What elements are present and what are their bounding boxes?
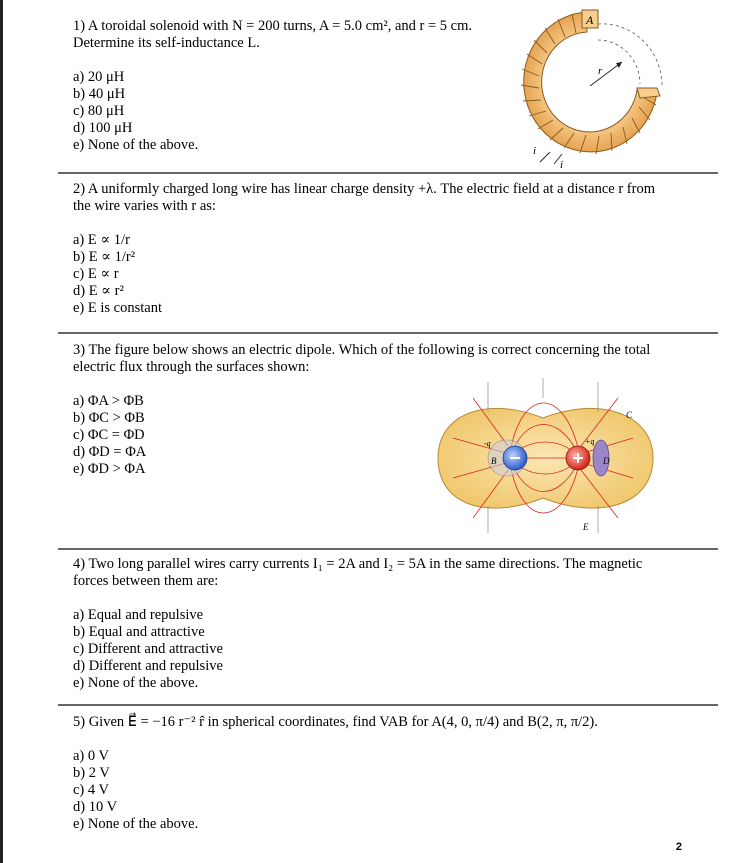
option: d) Different and repulsive [73, 658, 223, 674]
option: a) 20 μH [73, 69, 125, 85]
toroid-radius-label: r [598, 65, 603, 77]
option: b) 40 μH [73, 86, 126, 102]
option: a) ΦA > ΦB [73, 393, 144, 409]
option: c) E ∝ r [73, 266, 119, 282]
question-4-stem-line-1: 4) Two long parallel wires carry currents I₁ = 2A and I₂ = 5A in the same directions. The magnetic [73, 556, 643, 572]
option: c) 4 V [73, 782, 109, 798]
page-left-border [0, 0, 3, 863]
surface-d-label: D [603, 456, 610, 466]
option: c) ΦC = ΦD [73, 427, 145, 443]
question-4-stem [73, 556, 673, 590]
option: d) 100 μH [73, 120, 133, 136]
surface-c-label: C [626, 410, 633, 420]
toroid-current-label-1: i [533, 145, 537, 157]
question-2 [73, 181, 673, 317]
field-label: E [583, 522, 589, 532]
question-2-stem-line-1: 2) A uniformly charged long wire has linear charge density +λ. The electric field at a distance r from [73, 181, 655, 197]
option: e) ΦD > ΦA [73, 461, 146, 477]
surface-b-label: B [491, 456, 497, 466]
question-2-options [73, 232, 673, 317]
question-2-stem [73, 181, 673, 215]
divider [58, 704, 718, 706]
positive-charge-label: +q [585, 437, 595, 446]
question-4-options [73, 607, 673, 692]
option: d) 10 V [73, 799, 118, 815]
negative-charge-label: -q [484, 439, 491, 448]
divider [58, 332, 718, 334]
option: b) E ∝ 1/r² [73, 249, 136, 265]
option: e) None of the above. [73, 816, 199, 832]
question-1-stem-line-1: 1) A toroidal solenoid with N = 200 turns, A = 5.0 cm², and r = 5 cm. [73, 18, 473, 34]
option: e) E is constant [73, 300, 162, 316]
toroid-area-label: A [586, 13, 594, 27]
question-3-stem-line-1: 3) The figure below shows an electric dipole. Which of the following is correct concerning the total [73, 342, 651, 358]
question-3-stem-line-2: electric flux through the surfaces shown: [73, 359, 310, 375]
question-4 [73, 556, 673, 692]
option: c) 80 μH [73, 103, 125, 119]
question-2-stem-line-2: the wire varies with r as: [73, 198, 216, 214]
option: b) ΦC > ΦB [73, 410, 145, 426]
option: e) None of the above. [73, 675, 199, 691]
question-1-stem-line-2: Determine its self-inductance L. [73, 35, 260, 51]
question-5-options [73, 748, 673, 833]
option: b) 2 V [73, 765, 110, 781]
question-3-stem [73, 342, 673, 376]
option: a) 0 V [73, 748, 109, 764]
option: d) ΦD = ΦA [73, 444, 147, 460]
divider [58, 172, 718, 174]
toroid-current-label-2: i [560, 159, 564, 168]
question-5-stem: 5) Given E⃗ = −16 r⁻² r̂ in spherical coordinates, find VAB for A(4, 0, π/4) and B(2, π, π/2). [73, 714, 598, 730]
question-5 [73, 714, 673, 833]
option: b) Equal and attractive [73, 624, 205, 640]
option: c) Different and attractive [73, 641, 223, 657]
page-number: 2 [675, 841, 682, 853]
option: e) None of the above. [73, 137, 199, 153]
divider [58, 548, 718, 550]
option: a) E ∝ 1/r [73, 232, 130, 248]
option: a) Equal and repulsive [73, 607, 204, 623]
option: d) E ∝ r² [73, 283, 124, 299]
toroid-figure [512, 2, 672, 168]
question-4-stem-line-2: forces between them are: [73, 573, 219, 589]
dipole-figure [418, 378, 668, 540]
